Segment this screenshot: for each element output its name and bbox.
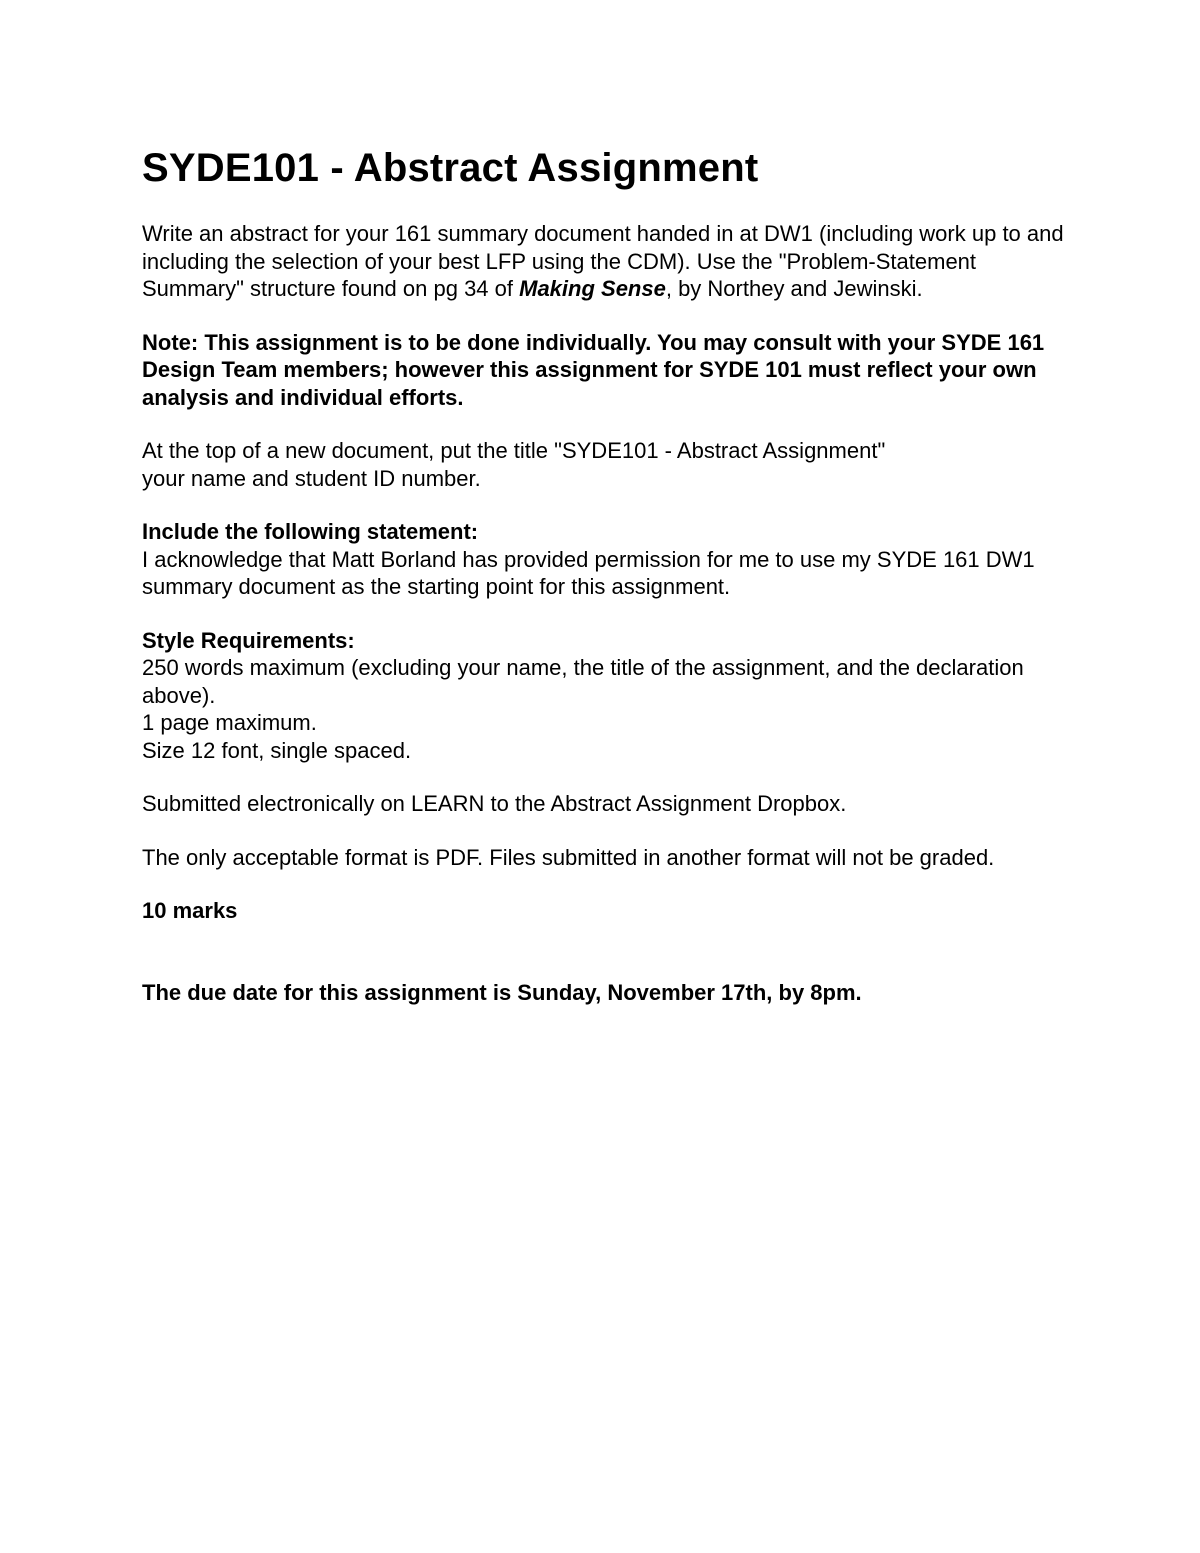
style-requirements-heading: Style Requirements: xyxy=(142,627,355,653)
document-page xyxy=(142,140,1082,1006)
header-instructions-line1: At the top of a new document, put the title "SYDE101 - Abstract Assignment" xyxy=(142,438,886,463)
marks-label: 10 marks xyxy=(142,898,238,923)
statement-text: I acknowledge that Matt Borland has provided permission for me to use my SYDE 161 DW1 summary document as the starting point for this assignment. xyxy=(142,546,1035,599)
due-date-paragraph: The due date for this assignment is Sunday, November 17th, by 8pm. xyxy=(142,979,862,1005)
note-paragraph: Note: This assignment is to be done individually. You may consult with your SYDE 161 Design Team members; however this assignment for SYDE 101 must reflect your own analysis and individual efforts. xyxy=(142,329,1045,410)
statement-section xyxy=(142,518,1082,601)
document-title: SYDE101 - Abstract Assignment xyxy=(142,146,759,190)
style-requirement-item: 250 words maximum (excluding your name, the title of the assignment, and the declaration above). xyxy=(142,655,1024,708)
header-instructions-line2: your name and student ID number. xyxy=(142,465,481,491)
intro-text-after: , by Northey and Jewinski. xyxy=(665,276,923,301)
submission-paragraph: Submitted electronically on LEARN to the Abstract Assignment Dropbox. xyxy=(142,791,847,816)
style-requirement-item: Size 12 font, single spaced. xyxy=(142,737,412,763)
book-title: Making Sense xyxy=(519,276,666,301)
style-requirement-item: 1 page maximum. xyxy=(142,710,317,735)
intro-text-before: Write an abstract for your 161 summary document handed in at DW1 (including work up to and including the selection of your best LFP using the CDM). Use the "Problem-Statement Summary" structure found on pg 34 of xyxy=(142,221,1064,301)
format-note-paragraph: The only acceptable format is PDF. Files submitted in another format will not be graded. xyxy=(142,844,995,870)
intro-paragraph xyxy=(142,220,1082,303)
statement-heading: Include the following statement: xyxy=(142,519,479,544)
header-instructions xyxy=(142,437,1082,492)
style-requirements-section xyxy=(142,627,1082,765)
